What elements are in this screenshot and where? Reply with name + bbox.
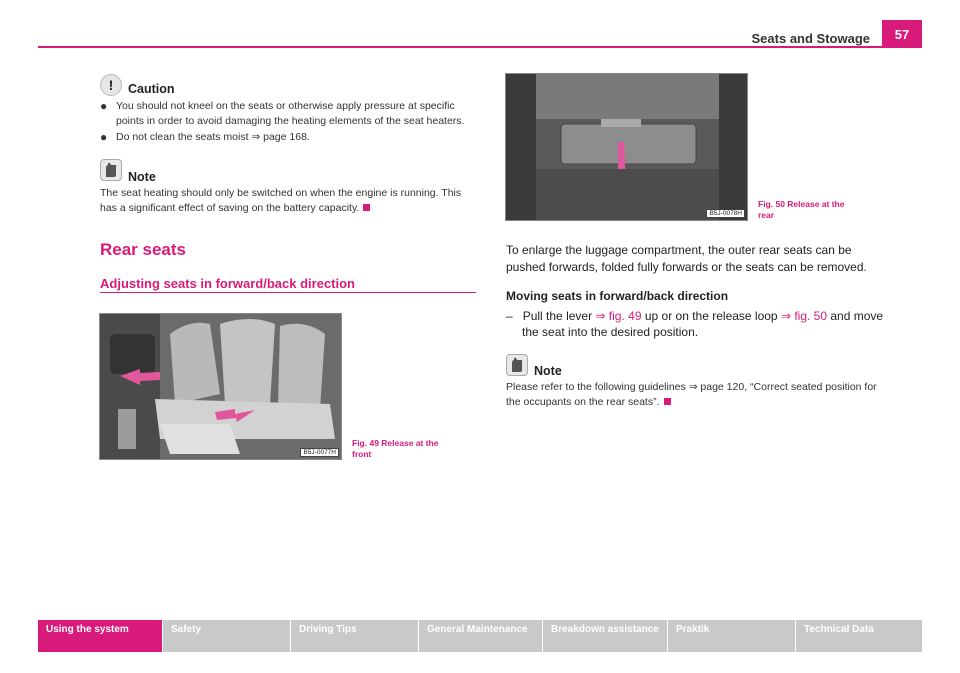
tab-safety[interactable]: Safety (163, 620, 291, 652)
figure-50-caption: Fig. 50 Release at the rear (758, 199, 845, 220)
subtitle-rule (100, 292, 476, 293)
tab-using-the-system[interactable]: Using the system (38, 620, 163, 652)
tab-praktik[interactable]: Praktik (668, 620, 796, 652)
tab-driving-tips[interactable]: Driving Tips (291, 620, 419, 652)
note-icon (506, 354, 528, 376)
tab-technical-data[interactable]: Technical Data (796, 620, 922, 652)
moving-step: – Pull the lever ⇒ fig. 49 up or on the release loop ⇒ fig. 50 and move (506, 309, 884, 323)
intro-paragraph: To enlarge the luggage compartment, the outer rear seats can be pushed forwards, folded fully forwards or the seats can be removed. (506, 243, 867, 274)
bullet-icon: ● (100, 99, 108, 113)
footer-nav (38, 620, 922, 652)
tab-general-maintenance[interactable]: General Maintenance (419, 620, 543, 652)
note-title: Note (534, 364, 562, 378)
fig-50-link[interactable]: ⇒ fig. 50 (780, 309, 828, 323)
note-text: The seat heating should only be switched on when the engine is running. This has a significant effect of saving on the battery capacity. (100, 187, 462, 214)
figure-49-code: B5J-0077H (300, 448, 339, 457)
end-mark-icon (363, 204, 370, 211)
bullet-icon: ● (100, 130, 108, 144)
note2-text: Please refer to the following guidelines ⇒ page 120, “Correct seated position for the occupants on the rear seats”. (506, 381, 877, 408)
figure-49-image (99, 313, 342, 460)
page-header-title: Seats and Stowage (751, 31, 870, 46)
figure-49-caption: Fig. 49 Release at the front (352, 438, 439, 459)
section-title: Rear seats (100, 240, 187, 259)
caution-bullet-1: You should not kneel on the seats or otherwise apply pressure at specific points in order to avoid damaging the heating elements of the seat heaters. (116, 100, 465, 127)
figure-50-code: B5J-0078H (706, 209, 745, 218)
note-title: Note (128, 170, 156, 184)
tab-breakdown-assistance[interactable]: Breakdown assistance (543, 620, 668, 652)
figure-50-image (505, 73, 748, 221)
moving-step-line2: the seat into the desired position. (522, 325, 699, 339)
end-mark-icon (664, 398, 671, 405)
fig-49-link[interactable]: ⇒ fig. 49 (595, 309, 642, 323)
moving-heading: Moving seats in forward/back direction (506, 289, 729, 303)
header-rule (38, 46, 922, 48)
note-icon (100, 159, 122, 181)
caution-icon: ! (100, 74, 122, 96)
caution-title: Caution (128, 82, 175, 96)
section-subtitle: Adjusting seats in forward/back direction (100, 276, 355, 291)
page-number: 57 (882, 20, 922, 48)
caution-bullet-2: Do not clean the seats moist ⇒ page 168. (116, 131, 310, 143)
